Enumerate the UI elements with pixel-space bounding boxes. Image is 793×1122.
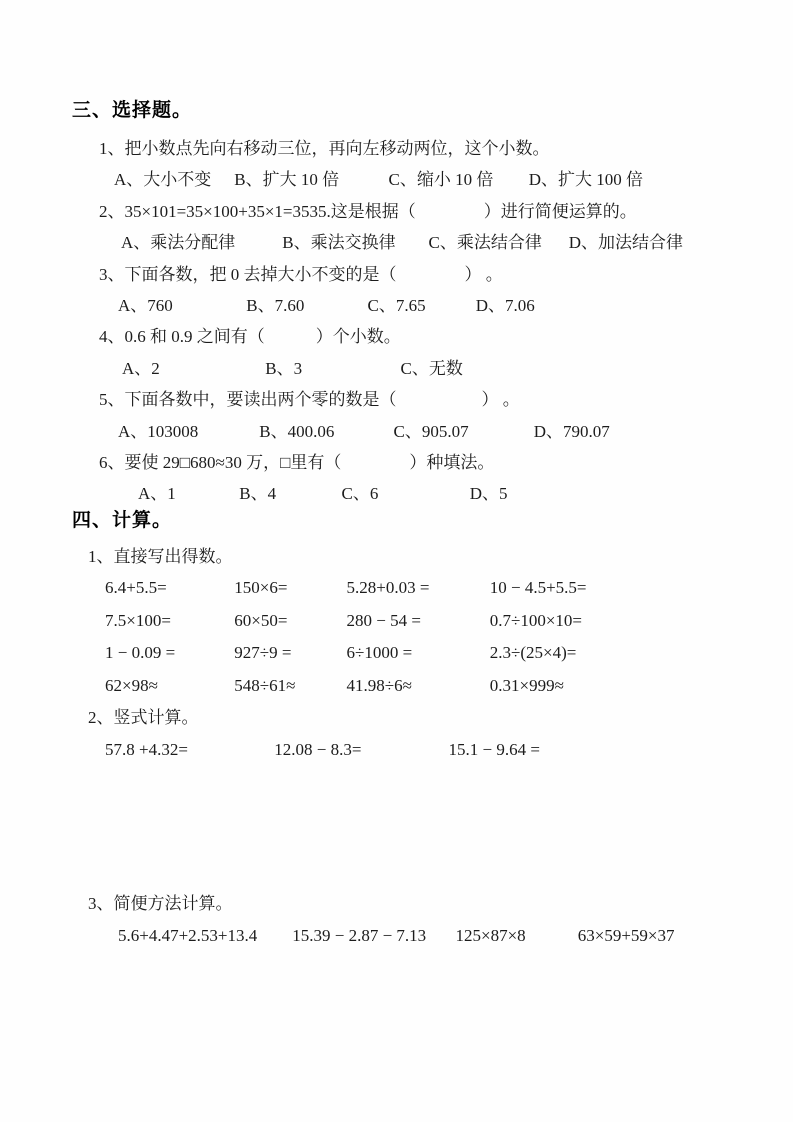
choice-q6-option-b: B、4 (239, 484, 277, 504)
direct-calc-problem: 6÷1000 = (346, 643, 413, 663)
direct-calc-problem: 927÷9 = (234, 643, 292, 663)
direct-calc-problem: 280 − 54 = (346, 610, 421, 630)
direct-calc-problem: 0.7÷100×10= (489, 610, 583, 630)
choice-q5-option-b: B、400.06 (259, 421, 335, 441)
choice-q4-stem: 4、0.6 和 0.9 之间有（ ）个小数。 (99, 327, 401, 347)
choice-q6-stem: 6、要使 29□680≈30 万，□里有（ ）种填法。 (99, 452, 495, 472)
choice-q6-option-c: C、6 (341, 484, 379, 504)
choice-q6-option-a: A、1 (138, 484, 176, 504)
choice-q1-option-d: D、扩大 100 倍 (528, 170, 644, 190)
choice-q2-stem: 2、35×101=35×100+35×1=3535.这是根据（ ）进行简便运算的。 (99, 201, 637, 221)
direct-calc-problem: 6.4+5.5= (105, 578, 167, 598)
choice-q2-option-c: C、乘法结合律 (428, 233, 542, 253)
direct-calc-problem: 10 − 4.5+5.5= (489, 578, 587, 598)
choice-q5-option-d: D、790.07 (533, 421, 610, 441)
choice-q5-option-c: C、905.07 (393, 421, 469, 441)
choice-q4-option-c: C、无数 (400, 358, 463, 378)
direct-calc-problem: 7.5×100= (105, 610, 171, 630)
choice-q3-option-c: C、7.65 (367, 295, 426, 315)
choice-q2-option-b: B、乘法交换律 (282, 233, 396, 253)
direct-calc-problem: 548÷61≈ (234, 675, 296, 695)
vertical-calc-problem: 57.8 +4.32= (105, 739, 188, 759)
choice-q3-option-b: B、7.60 (246, 295, 305, 315)
direct-calc-label: 1、直接写出得数。 (88, 546, 233, 566)
choice-q2-option-a: A、乘法分配律 (121, 233, 236, 253)
choice-q2-options (121, 227, 793, 258)
vertical-calc-label: 2、竖式计算。 (88, 708, 199, 728)
choice-q4-options (122, 353, 793, 384)
vertical-calc-problem: 15.1 − 9.64 = (448, 739, 540, 759)
vertical-calc-problem: 12.08 − 8.3= (274, 739, 362, 759)
choice-q4-option-b: B、3 (265, 358, 303, 378)
choice-q1-option-a: A、大小不变 (114, 170, 212, 190)
direct-calc-row-2 (105, 605, 793, 638)
simplified-calc-problem: 125×87×8 (455, 925, 526, 945)
direct-calc-problem: 150×6= (234, 578, 288, 598)
section-choice-title: 三、选择题。 (72, 100, 193, 121)
choice-q3-option-d: D、7.06 (475, 295, 535, 315)
choice-q6-option-d: D、5 (469, 484, 508, 504)
choice-q5-options (118, 416, 793, 447)
simplified-calc-problems (118, 920, 793, 951)
direct-calc-row-3 (105, 637, 793, 670)
choice-q5-option-a: A、103008 (118, 421, 199, 441)
simplified-calc-label: 3、简便方法计算。 (88, 894, 233, 914)
direct-calc-problem: 0.31×999≈ (489, 675, 564, 695)
choice-q3-stem: 3、下面各数，把 0 去掉大小不变的是（ ） 。 (99, 264, 503, 284)
direct-calc-problem: 2.3÷(25×4)= (489, 643, 577, 663)
simplified-calc-problem: 15.39 − 2.87 − 7.13 (292, 925, 427, 945)
choice-q3-option-a: A、760 (118, 295, 173, 315)
section-calc-title: 四、计算。 (72, 509, 173, 531)
simplified-calc-problem: 5.6+4.47+2.53+13.4 (118, 925, 258, 945)
choice-q1-stem: 1、把小数点先向右移动三位，再向左移动两位，这个小数。 (99, 139, 550, 158)
direct-calc-problem: 1 − 0.09 = (105, 643, 176, 663)
choice-q5-stem: 5、下面各数中，要读出两个零的数是（ ） 。 (99, 390, 520, 410)
choice-q2-option-d: D、加法结合律 (568, 233, 684, 253)
simplified-calc-problem: 63×59+59×37 (577, 925, 675, 945)
direct-calc-problem: 62×98≈ (105, 675, 158, 695)
direct-calc-problem: 60×50= (234, 610, 288, 630)
vertical-calc-problems (105, 734, 793, 765)
choice-q3-options (118, 290, 793, 321)
direct-calc-problem: 41.98÷6≈ (346, 675, 412, 695)
choice-q4-option-a: A、2 (122, 358, 160, 378)
choice-q6-options (138, 478, 793, 509)
choice-q1-options (114, 164, 793, 195)
direct-calc-row-4 (105, 670, 793, 703)
direct-calc-problem: 5.28+0.03 = (346, 578, 430, 598)
direct-calc-row-1 (105, 572, 793, 605)
choice-q1-option-b: B、扩大 10 倍 (234, 170, 340, 190)
choice-q1-option-c: C、缩小 10 倍 (388, 170, 494, 190)
